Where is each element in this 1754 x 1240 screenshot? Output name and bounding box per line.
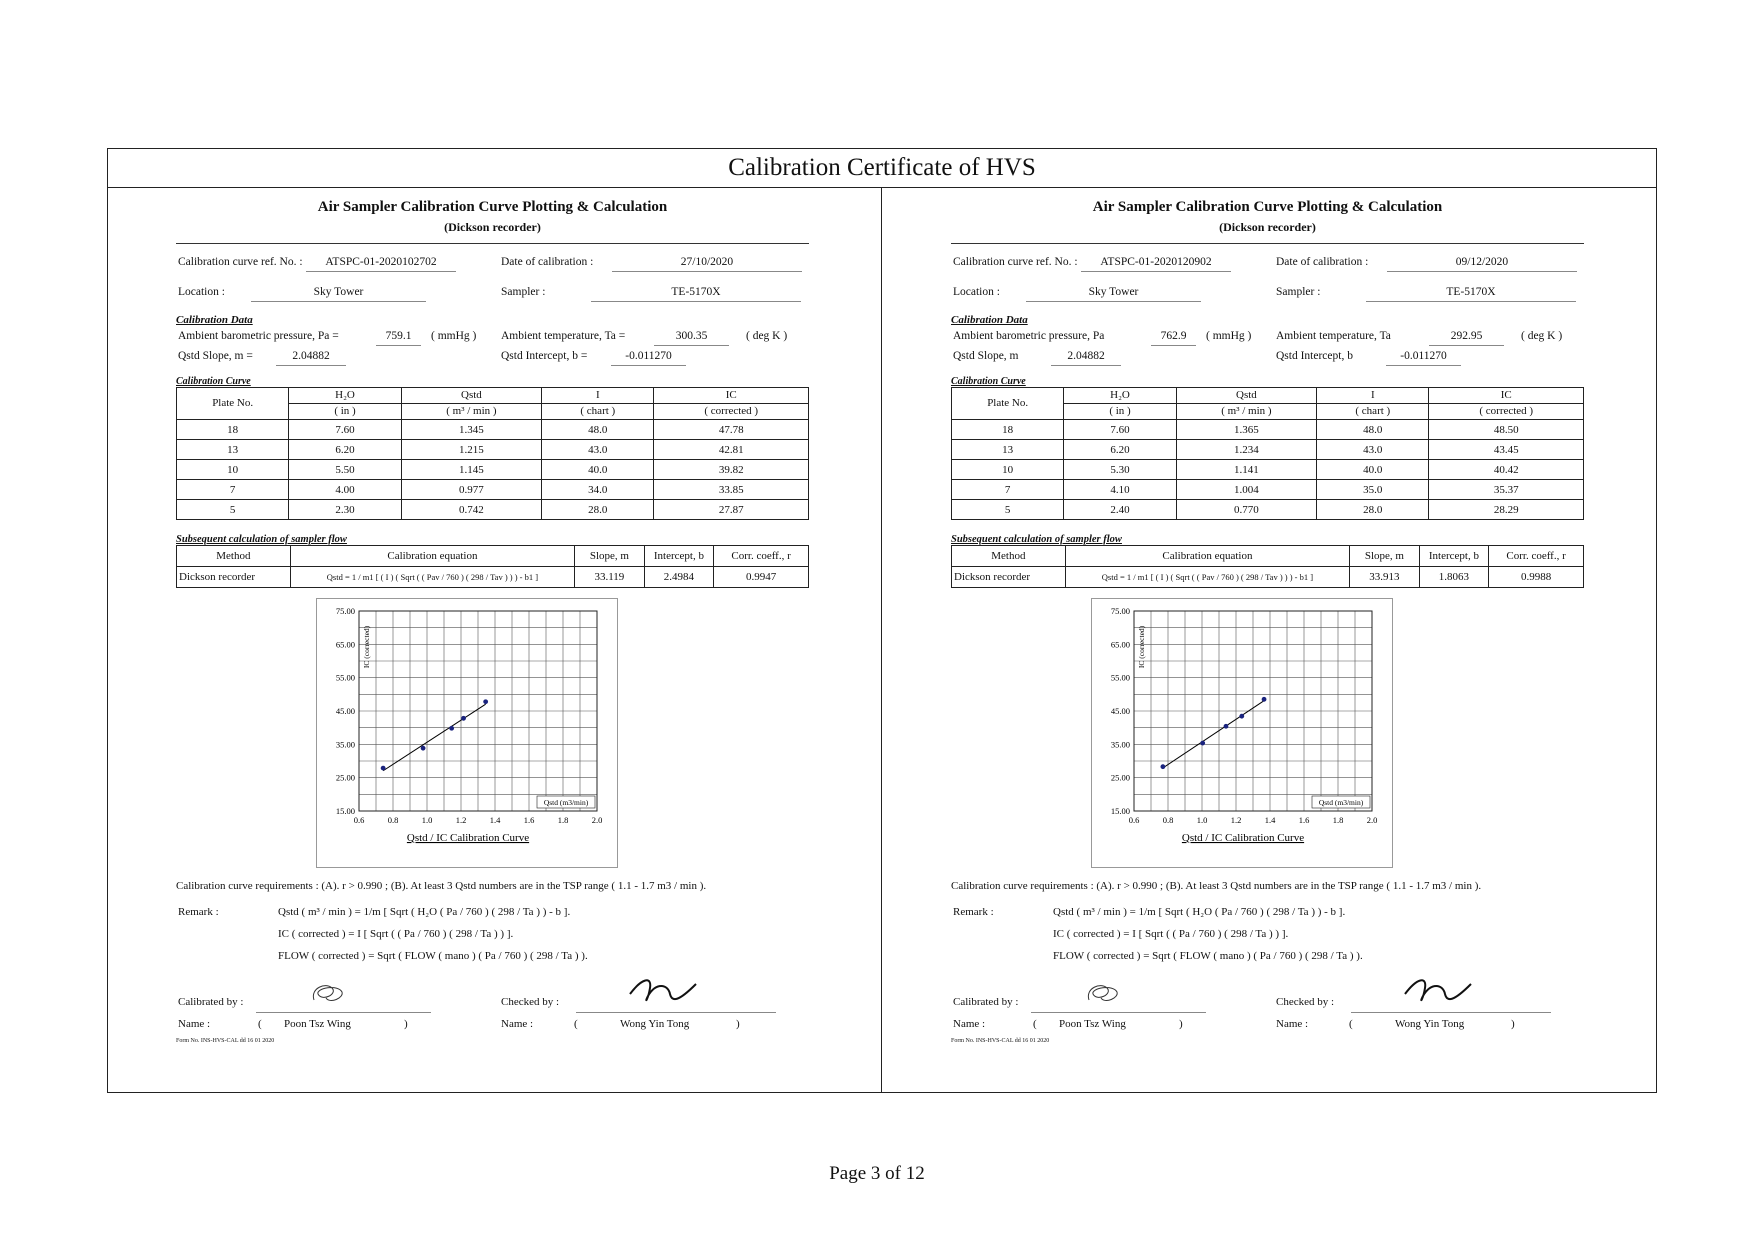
table-cell: 10 xyxy=(177,460,289,480)
table-cell: 5 xyxy=(952,500,1064,520)
y-tick-label: 45.00 xyxy=(335,706,355,716)
table-cell: 1.234 xyxy=(1176,440,1316,460)
form-number: Form No. INS-HVS-CAL dd 16 01 2020 xyxy=(176,1038,275,1044)
table-cell: 13 xyxy=(177,440,289,460)
sub-equation: Qstd = 1 / m1 [ ( I ) ( Sqrt ( ( Pav / 760 ) ( 298 / Tav ) ) ) - b1 ] xyxy=(290,567,574,588)
open-paren-left: ( xyxy=(1033,1018,1037,1030)
y-tick-label: 55.00 xyxy=(335,672,355,683)
col-h2o-unit: ( in ) xyxy=(1064,404,1176,420)
open-paren-right: ( xyxy=(1349,1018,1353,1030)
intercept-value: -0.011270 xyxy=(611,350,686,366)
sub-method: Dickson recorder xyxy=(952,567,1066,588)
table-row xyxy=(952,420,1584,440)
temperature-label: Ambient temperature, Ta xyxy=(1276,330,1391,342)
pressure-row xyxy=(951,326,1584,348)
slope-value: 2.04882 xyxy=(276,350,346,366)
table-cell: 40.0 xyxy=(1317,460,1429,480)
chart-title: Qstd / IC Calibration Curve xyxy=(1181,832,1305,844)
table-cell: 10 xyxy=(952,460,1064,480)
pressure-unit: ( mmHg ) xyxy=(431,330,477,342)
calibration-table xyxy=(176,387,809,520)
intercept-label: Qstd Intercept, b = xyxy=(501,350,588,362)
certificate-title: Calibration Certificate of HVS xyxy=(108,149,1656,188)
remark-line-1: Qstd ( m³ / min ) = 1/m [ Sqrt ( H₂O ( Pa / 760 ) ( 298 / Ta ) ) - b ]. xyxy=(1053,906,1346,918)
location-value: Sky Tower xyxy=(1026,286,1201,302)
subsequent-title: Subsequent calculation of sampler flow xyxy=(951,534,1122,545)
x-tick-label: 1.2 xyxy=(1230,815,1242,825)
col-ic: IC xyxy=(1429,388,1584,404)
subsequent-title: Subsequent calculation of sampler flow xyxy=(176,534,347,545)
x-tick-label: 1.6 xyxy=(523,815,535,825)
table-cell: 0.770 xyxy=(1176,500,1316,520)
table-cell: 1.365 xyxy=(1176,420,1316,440)
calibration-table xyxy=(951,387,1584,520)
location-row xyxy=(951,276,1584,306)
table-cell: 1.215 xyxy=(401,440,541,460)
table-cell: 18 xyxy=(952,420,1064,440)
col-ic-unit: ( corrected ) xyxy=(1429,404,1584,420)
col-plate-no: Plate No. xyxy=(952,388,1064,420)
pressure-unit: ( mmHg ) xyxy=(1206,330,1252,342)
intercept-label: Qstd Intercept, b xyxy=(1276,350,1353,362)
temperature-value: 300.35 xyxy=(654,330,729,346)
remark-line-2: IC ( corrected ) = I [ Sqrt ( ( Pa / 760 ) ( 298 / Ta ) ) ]. xyxy=(278,928,514,940)
table-row xyxy=(952,500,1584,520)
table-row xyxy=(177,420,809,440)
checked-signature xyxy=(626,974,701,1008)
calibration-data-title: Calibration Data xyxy=(176,314,253,326)
table-cell: 0.977 xyxy=(401,480,541,500)
x-axis-label: Qstd (m3/min) xyxy=(543,798,589,807)
y-tick-label: 15.00 xyxy=(1110,806,1130,816)
calibrated-by-label: Calibrated by : xyxy=(953,996,1019,1008)
intercept-value: -0.011270 xyxy=(1386,350,1461,366)
col-h2o: H₂O xyxy=(289,388,401,404)
sub-slope: 33.119 xyxy=(575,567,645,588)
table-cell: 27.87 xyxy=(654,500,809,520)
table-row xyxy=(177,460,809,480)
panel-heading: Air Sampler Calibration Curve Plotting & Calculation xyxy=(1092,199,1443,215)
x-tick-label: 1.8 xyxy=(1332,815,1344,825)
col-i-unit: ( chart ) xyxy=(542,404,654,420)
col-qstd: Qstd xyxy=(1176,388,1316,404)
table-cell: 1.345 xyxy=(401,420,541,440)
table-cell: 18 xyxy=(177,420,289,440)
name-label-left: Name : xyxy=(953,1018,986,1030)
signature-block xyxy=(176,974,809,1034)
pressure-label: Ambient barometric pressure, Pa = xyxy=(178,330,339,342)
certificate xyxy=(107,148,1657,1093)
close-paren-left: ) xyxy=(404,1018,408,1030)
table-cell: 28.0 xyxy=(542,500,654,520)
ref-row xyxy=(951,244,1584,276)
date-value: 09/12/2020 xyxy=(1387,256,1577,272)
remark-label: Remark : xyxy=(953,906,994,918)
x-tick-label: 0.6 xyxy=(353,815,365,825)
calibrated-name: Poon Tsz Wing xyxy=(1059,1018,1126,1030)
sub-col-equation: Calibration equation xyxy=(290,546,574,567)
table-row xyxy=(952,460,1584,480)
calibrated-name: Poon Tsz Wing xyxy=(284,1018,351,1030)
x-tick-label: 1.4 xyxy=(489,815,501,825)
sub-intercept: 2.4984 xyxy=(644,567,714,588)
table-cell: 7.60 xyxy=(289,420,401,440)
checked-name: Wong Yin Tong xyxy=(620,1018,690,1030)
remark-block xyxy=(951,902,1584,968)
calibration-data-title: Calibration Data xyxy=(951,314,1028,326)
open-paren-right: ( xyxy=(574,1018,578,1030)
calibration-table-body xyxy=(952,420,1584,520)
data-point xyxy=(483,699,488,704)
requirements-text: Calibration curve requirements : (A). r > 0.990 ; (B). At least 3 Qstd numbers are in the TSP range ( 1.1 - 1.7 m3 / min ). xyxy=(951,880,1482,892)
ref-value: ATSPC-01-2020120902 xyxy=(1081,256,1231,272)
remark-block xyxy=(176,902,809,968)
sub-col-method: Method xyxy=(952,546,1066,567)
sub-corr: 0.9988 xyxy=(1489,567,1584,588)
sub-slope: 33.913 xyxy=(1350,567,1420,588)
sub-data-row xyxy=(177,567,809,588)
y-tick-label: 35.00 xyxy=(335,739,355,750)
table-cell: 48.50 xyxy=(1429,420,1584,440)
calibration-table-body xyxy=(177,420,809,520)
calibration-chart xyxy=(1091,598,1393,868)
sampler-value: TE-5170X xyxy=(1366,286,1576,302)
sub-col-intercept: Intercept, b xyxy=(1419,546,1489,567)
data-point xyxy=(381,766,386,771)
y-tick-label: 45.00 xyxy=(1110,706,1130,716)
slope-row xyxy=(176,348,809,370)
close-paren-left: ) xyxy=(1179,1018,1183,1030)
checked-by-label: Checked by : xyxy=(501,996,560,1008)
x-tick-label: 2.0 xyxy=(1366,815,1378,825)
remark-line-2: IC ( corrected ) = I [ Sqrt ( ( Pa / 760 ) ( 298 / Ta ) ) ]. xyxy=(1053,928,1289,940)
sub-col-corr: Corr. coeff., r xyxy=(714,546,809,567)
sub-col-slope: Slope, m xyxy=(1350,546,1420,567)
checked-by-label: Checked by : xyxy=(1276,996,1335,1008)
sub-header-row xyxy=(177,546,809,567)
y-tick-label: 15.00 xyxy=(335,806,355,816)
y-tick-label: 65.00 xyxy=(1110,639,1130,650)
table-cell: 13 xyxy=(952,440,1064,460)
sampler-label: Sampler : xyxy=(1276,286,1321,298)
date-label: Date of calibration : xyxy=(501,256,594,268)
table-cell: 5.30 xyxy=(1064,460,1176,480)
sampler-value: TE-5170X xyxy=(591,286,801,302)
name-label-right: Name : xyxy=(1276,1018,1309,1030)
table-cell: 47.78 xyxy=(654,420,809,440)
calibrated-signature-line xyxy=(1031,1012,1206,1013)
ref-row xyxy=(176,244,809,276)
subsequent-table xyxy=(951,545,1584,588)
table-cell: 1.145 xyxy=(401,460,541,480)
page-number: Page 3 of 12 xyxy=(829,1163,925,1184)
y-axis-label: IC (corrected) xyxy=(1137,625,1146,669)
calibrated-by-label: Calibrated by : xyxy=(178,996,244,1008)
sub-col-intercept: Intercept, b xyxy=(644,546,714,567)
calibrated-signature-line xyxy=(256,1012,431,1013)
sampler-label: Sampler : xyxy=(501,286,546,298)
sub-data-row xyxy=(952,567,1584,588)
remark-line-3: FLOW ( corrected ) = Sqrt ( FLOW ( mano ) ( Pa / 760 ) ( 298 / Ta ) ). xyxy=(1053,950,1363,962)
sub-col-method: Method xyxy=(177,546,291,567)
table-cell: 42.81 xyxy=(654,440,809,460)
table-cell: 40.0 xyxy=(542,460,654,480)
remark-label: Remark : xyxy=(178,906,219,918)
checked-signature xyxy=(1401,974,1476,1008)
panel-heading: Air Sampler Calibration Curve Plotting & Calculation xyxy=(317,199,668,215)
pressure-value: 759.1 xyxy=(376,330,421,346)
table-cell: 48.0 xyxy=(1317,420,1429,440)
x-tick-label: 0.6 xyxy=(1128,815,1140,825)
table-cell: 43.0 xyxy=(542,440,654,460)
table-cell: 1.004 xyxy=(1176,480,1316,500)
location-value: Sky Tower xyxy=(251,286,426,302)
remark-line-3: FLOW ( corrected ) = Sqrt ( FLOW ( mano ) ( Pa / 760 ) ( 298 / Ta ) ). xyxy=(278,950,588,962)
y-tick-label: 65.00 xyxy=(335,639,355,650)
sub-intercept: 1.8063 xyxy=(1419,567,1489,588)
panel-content xyxy=(951,187,1584,1044)
data-point xyxy=(1239,714,1244,719)
y-tick-label: 25.00 xyxy=(1110,772,1130,783)
data-point xyxy=(461,716,466,721)
table-cell: 34.0 xyxy=(542,480,654,500)
chart-title: Qstd / IC Calibration Curve xyxy=(406,832,530,844)
x-tick-label: 1.2 xyxy=(455,815,467,825)
table-cell: 4.00 xyxy=(289,480,401,500)
table-header-row-top xyxy=(952,388,1584,404)
chart-svg xyxy=(317,599,617,867)
subsequent-table xyxy=(176,545,809,588)
y-tick-label: 25.00 xyxy=(335,772,355,783)
date-label: Date of calibration : xyxy=(1276,256,1369,268)
table-cell: 43.45 xyxy=(1429,440,1584,460)
table-cell: 39.82 xyxy=(654,460,809,480)
sub-col-slope: Slope, m xyxy=(575,546,645,567)
table-cell: 6.20 xyxy=(1064,440,1176,460)
calibrated-signature xyxy=(1083,978,1123,1008)
x-tick-label: 1.0 xyxy=(421,815,433,825)
calibration-chart xyxy=(316,598,618,868)
date-value: 27/10/2020 xyxy=(612,256,802,272)
data-point xyxy=(421,746,426,751)
x-axis-label: Qstd (m3/min) xyxy=(1318,798,1364,807)
table-cell: 40.42 xyxy=(1429,460,1584,480)
x-tick-label: 2.0 xyxy=(591,815,603,825)
x-tick-label: 0.8 xyxy=(387,815,399,825)
table-cell: 48.0 xyxy=(542,420,654,440)
temperature-label: Ambient temperature, Ta = xyxy=(501,330,626,342)
y-tick-label: 35.00 xyxy=(1110,739,1130,750)
table-cell: 0.742 xyxy=(401,500,541,520)
data-point xyxy=(1262,697,1267,702)
name-label-right: Name : xyxy=(501,1018,534,1030)
table-cell: 2.40 xyxy=(1064,500,1176,520)
close-paren-right: ) xyxy=(1511,1018,1515,1030)
signature-block xyxy=(951,974,1584,1034)
location-row xyxy=(176,276,809,306)
table-cell: 33.85 xyxy=(654,480,809,500)
col-i: I xyxy=(1317,388,1429,404)
checked-name: Wong Yin Tong xyxy=(1395,1018,1465,1030)
table-cell: 7 xyxy=(177,480,289,500)
data-point xyxy=(449,726,454,731)
table-cell: 7 xyxy=(952,480,1064,500)
sub-col-corr: Corr. coeff., r xyxy=(1489,546,1584,567)
calibration-panel-right xyxy=(883,187,1656,1092)
panel-subheading: (Dickson recorder) xyxy=(1219,220,1316,234)
sub-method: Dickson recorder xyxy=(177,567,291,588)
slope-value: 2.04882 xyxy=(1051,350,1121,366)
table-row xyxy=(177,440,809,460)
col-h2o-unit: ( in ) xyxy=(289,404,401,420)
calibration-curve-title: Calibration Curve xyxy=(176,376,251,387)
col-ic: IC xyxy=(654,388,809,404)
panel-content xyxy=(176,187,809,1044)
sub-equation: Qstd = 1 / m1 [ ( I ) ( Sqrt ( ( Pav / 760 ) ( 298 / Tav ) ) ) - b1 ] xyxy=(1065,567,1349,588)
close-paren-right: ) xyxy=(736,1018,740,1030)
table-cell: 28.0 xyxy=(1317,500,1429,520)
calibrated-signature xyxy=(308,978,348,1008)
data-point xyxy=(1224,724,1229,729)
table-cell: 1.141 xyxy=(1176,460,1316,480)
table-cell: 7.60 xyxy=(1064,420,1176,440)
ref-label: Calibration curve ref. No. : xyxy=(953,256,1078,268)
requirements-text: Calibration curve requirements : (A). r > 0.990 ; (B). At least 3 Qstd numbers are in the TSP range ( 1.1 - 1.7 m3 / min ). xyxy=(176,880,707,892)
col-i: I xyxy=(542,388,654,404)
open-paren-left: ( xyxy=(258,1018,262,1030)
table-cell: 5.50 xyxy=(289,460,401,480)
table-row xyxy=(952,440,1584,460)
sub-corr: 0.9947 xyxy=(714,567,809,588)
table-cell: 6.20 xyxy=(289,440,401,460)
y-tick-label: 75.00 xyxy=(1110,606,1130,616)
name-label-left: Name : xyxy=(178,1018,211,1030)
temperature-unit: ( deg K ) xyxy=(1521,330,1563,342)
sub-header-row xyxy=(952,546,1584,567)
table-cell: 35.0 xyxy=(1317,480,1429,500)
calibration-panel-left xyxy=(108,187,881,1092)
x-tick-label: 1.0 xyxy=(1196,815,1208,825)
table-cell: 5 xyxy=(177,500,289,520)
pressure-value: 762.9 xyxy=(1151,330,1196,346)
sub-col-equation: Calibration equation xyxy=(1065,546,1349,567)
table-cell: 4.10 xyxy=(1064,480,1176,500)
y-axis-label: IC (corrected) xyxy=(362,625,371,669)
x-tick-label: 1.8 xyxy=(557,815,569,825)
col-h2o: H₂O xyxy=(1064,388,1176,404)
table-cell: 43.0 xyxy=(1317,440,1429,460)
form-number: Form No. INS-HVS-CAL dd 16 01 2020 xyxy=(951,1038,1050,1044)
data-point xyxy=(1161,764,1166,769)
location-label: Location : xyxy=(953,286,1000,298)
y-tick-label: 55.00 xyxy=(1110,672,1130,683)
ref-label: Calibration curve ref. No. : xyxy=(178,256,303,268)
x-tick-label: 1.6 xyxy=(1298,815,1310,825)
table-row xyxy=(177,500,809,520)
slope-label: Qstd Slope, m = xyxy=(178,350,253,362)
table-row xyxy=(952,480,1584,500)
pressure-label: Ambient barometric pressure, Pa xyxy=(953,330,1105,342)
col-i-unit: ( chart ) xyxy=(1317,404,1429,420)
slope-row xyxy=(951,348,1584,370)
x-tick-label: 0.8 xyxy=(1162,815,1174,825)
col-qstd-unit: ( m³ / min ) xyxy=(401,404,541,420)
panel-divider xyxy=(881,187,882,1092)
temperature-value: 292.95 xyxy=(1429,330,1504,346)
col-qstd-unit: ( m³ / min ) xyxy=(1176,404,1316,420)
checked-signature-line xyxy=(576,1012,776,1013)
table-row xyxy=(177,480,809,500)
col-qstd: Qstd xyxy=(401,388,541,404)
table-cell: 2.30 xyxy=(289,500,401,520)
y-tick-label: 75.00 xyxy=(335,606,355,616)
remark-line-1: Qstd ( m³ / min ) = 1/m [ Sqrt ( H₂O ( Pa / 760 ) ( 298 / Ta ) ) - b ]. xyxy=(278,906,571,918)
chart-svg xyxy=(1092,599,1392,867)
x-tick-label: 1.4 xyxy=(1264,815,1276,825)
data-point xyxy=(1200,741,1205,746)
temperature-unit: ( deg K ) xyxy=(746,330,788,342)
table-cell: 28.29 xyxy=(1429,500,1584,520)
panel-subheading: (Dickson recorder) xyxy=(444,220,541,234)
calibration-curve-title: Calibration Curve xyxy=(951,376,1026,387)
ref-value: ATSPC-01-2020102702 xyxy=(306,256,456,272)
table-header-row-top xyxy=(177,388,809,404)
checked-signature-line xyxy=(1351,1012,1551,1013)
col-ic-unit: ( corrected ) xyxy=(654,404,809,420)
location-label: Location : xyxy=(178,286,225,298)
pressure-row xyxy=(176,326,809,348)
col-plate-no: Plate No. xyxy=(177,388,289,420)
table-cell: 35.37 xyxy=(1429,480,1584,500)
slope-label: Qstd Slope, m xyxy=(953,350,1019,362)
